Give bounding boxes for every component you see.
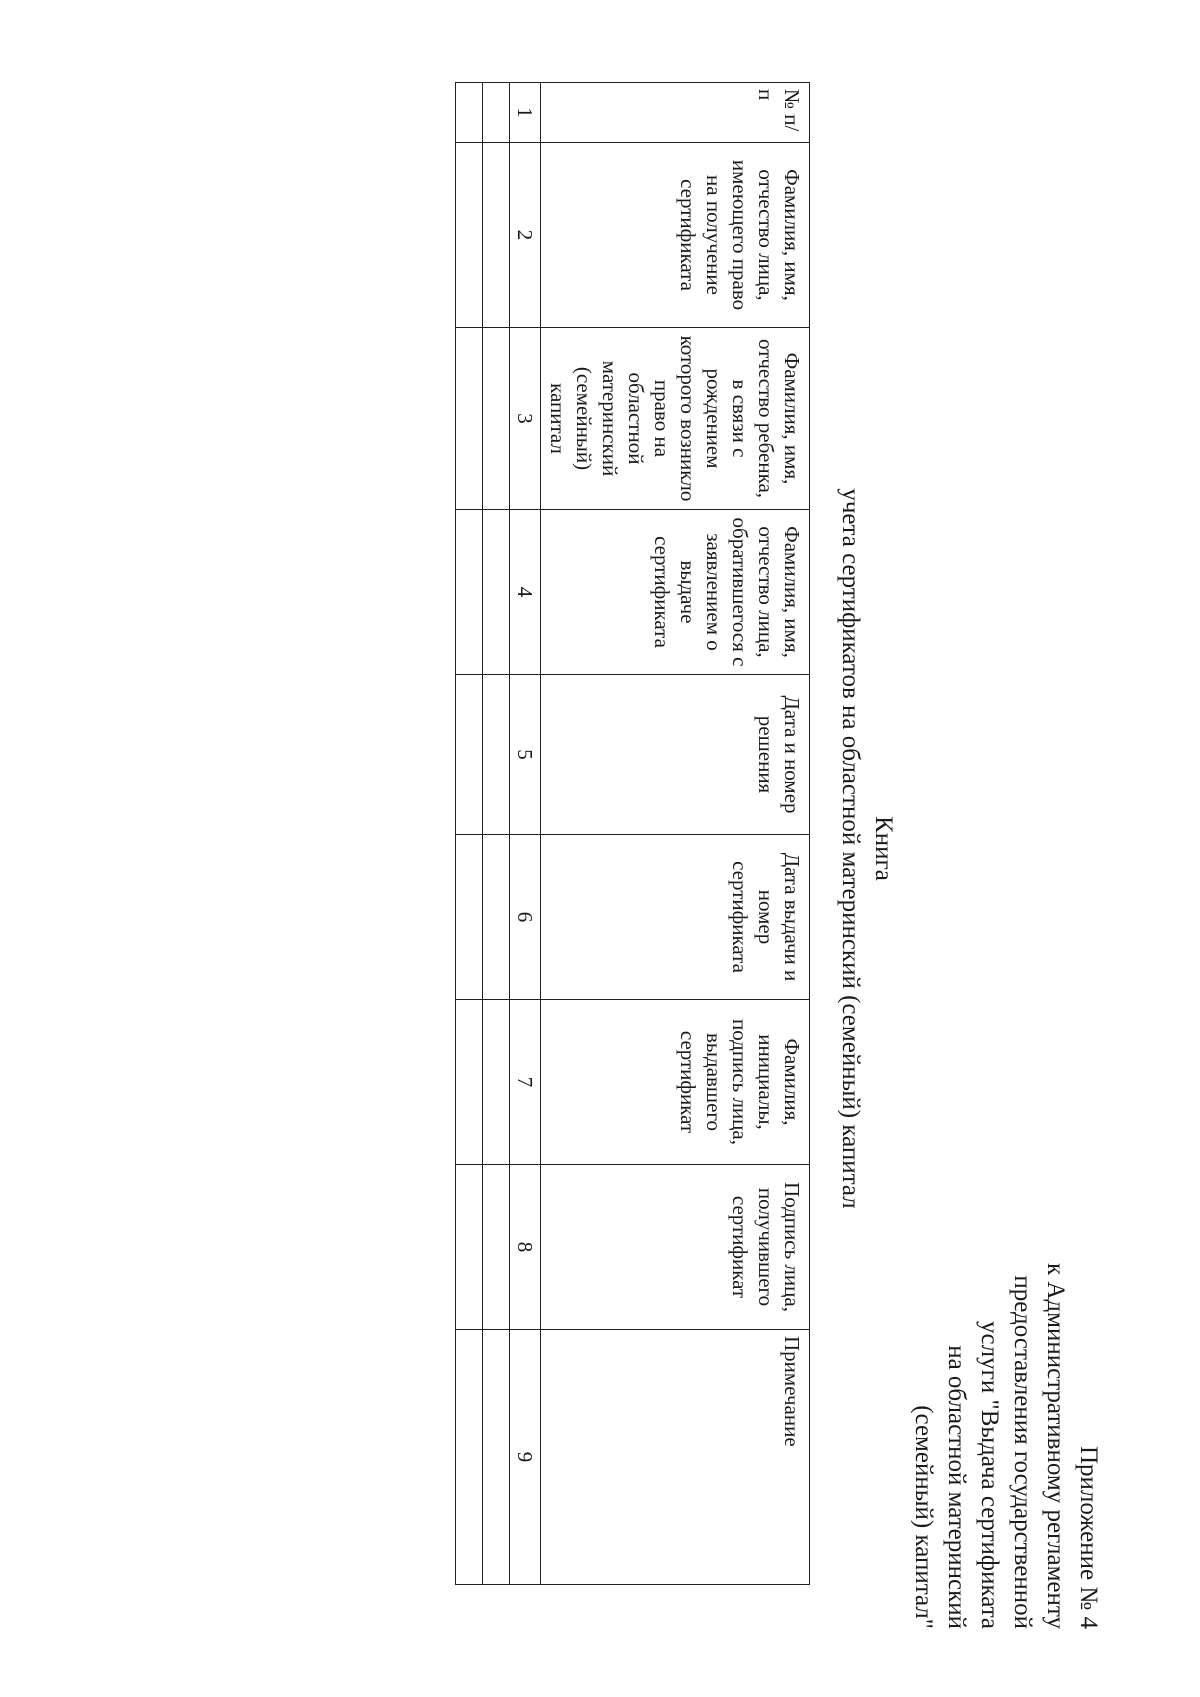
empty-cell[interactable] (483, 328, 510, 510)
empty-row (483, 83, 510, 1585)
index-cell: 4 (510, 510, 541, 675)
column-index-row (510, 83, 541, 1585)
appendix-line: на областной материнский (943, 1345, 970, 1629)
title-line-1: Книга (870, 816, 897, 881)
index-cell: 6 (510, 835, 541, 1000)
empty-cell[interactable] (483, 83, 510, 143)
appendix-line: предоставления государственной (1009, 1275, 1036, 1629)
empty-cell[interactable] (456, 328, 483, 510)
empty-cell[interactable] (456, 1000, 483, 1165)
header-row (541, 83, 810, 1585)
empty-cell[interactable] (456, 143, 483, 328)
appendix-note (907, 1029, 1105, 1629)
empty-row (456, 83, 483, 1585)
index-cell: 1 (510, 83, 541, 143)
empty-cell[interactable] (456, 675, 483, 835)
title-line-2: учета сертификатов на областной материнский (семейный) капитал (837, 488, 864, 1209)
appendix-line: (семейный) капитал" (910, 1405, 937, 1629)
header-cell-issuer: Фамилия, инициалы, подпись лица, выдавшего сертификат (541, 1000, 810, 1165)
appendix-line: Приложение № 4 (1075, 1445, 1102, 1629)
index-cell: 5 (510, 675, 541, 835)
appendix-line: услуги "Выдача сертификата (976, 1321, 1003, 1629)
empty-cell[interactable] (483, 510, 510, 675)
index-cell: 3 (510, 328, 541, 510)
appendix-line: к Административному регламенту (1042, 1262, 1069, 1629)
empty-cell[interactable] (456, 835, 483, 1000)
header-cell-receiver-signature: Подпись лица, получившего сертификат (541, 1165, 810, 1330)
empty-cell[interactable] (456, 1165, 483, 1330)
index-cell: 7 (510, 1000, 541, 1165)
index-cell: 9 (510, 1330, 541, 1585)
header-cell-issue-date: Дата выдачи и номер сертификата (541, 835, 810, 1000)
header-cell-note: Примечание (541, 1330, 810, 1585)
index-cell: 2 (510, 143, 541, 328)
empty-cell[interactable] (483, 143, 510, 328)
header-cell-applicant-name: Фамилия, имя, отчество лица, обратившегося с заявлением о выдаче сертификата (541, 510, 810, 675)
header-cell-decision: Дата и номер решения (541, 675, 810, 835)
empty-cell[interactable] (456, 1330, 483, 1585)
document-title (834, 0, 900, 1697)
empty-cell[interactable] (456, 510, 483, 675)
header-cell-child-name: Фамилия, имя, отчество ребенка, в связи с рождением которого возникло право на областной материнский (семейный) капитал (541, 328, 810, 510)
empty-cell[interactable] (483, 1000, 510, 1165)
index-cell: 8 (510, 1165, 541, 1330)
header-cell-number: № п/п (541, 83, 810, 143)
empty-cell[interactable] (483, 1330, 510, 1585)
certificate-register-table (455, 82, 810, 1585)
empty-cell[interactable] (483, 835, 510, 1000)
empty-cell[interactable] (483, 1165, 510, 1330)
header-cell-holder-name: Фамилия, имя, отчество лица, имеющего право на получение сертификата (541, 143, 810, 328)
empty-cell[interactable] (483, 675, 510, 835)
empty-cell[interactable] (456, 83, 483, 143)
